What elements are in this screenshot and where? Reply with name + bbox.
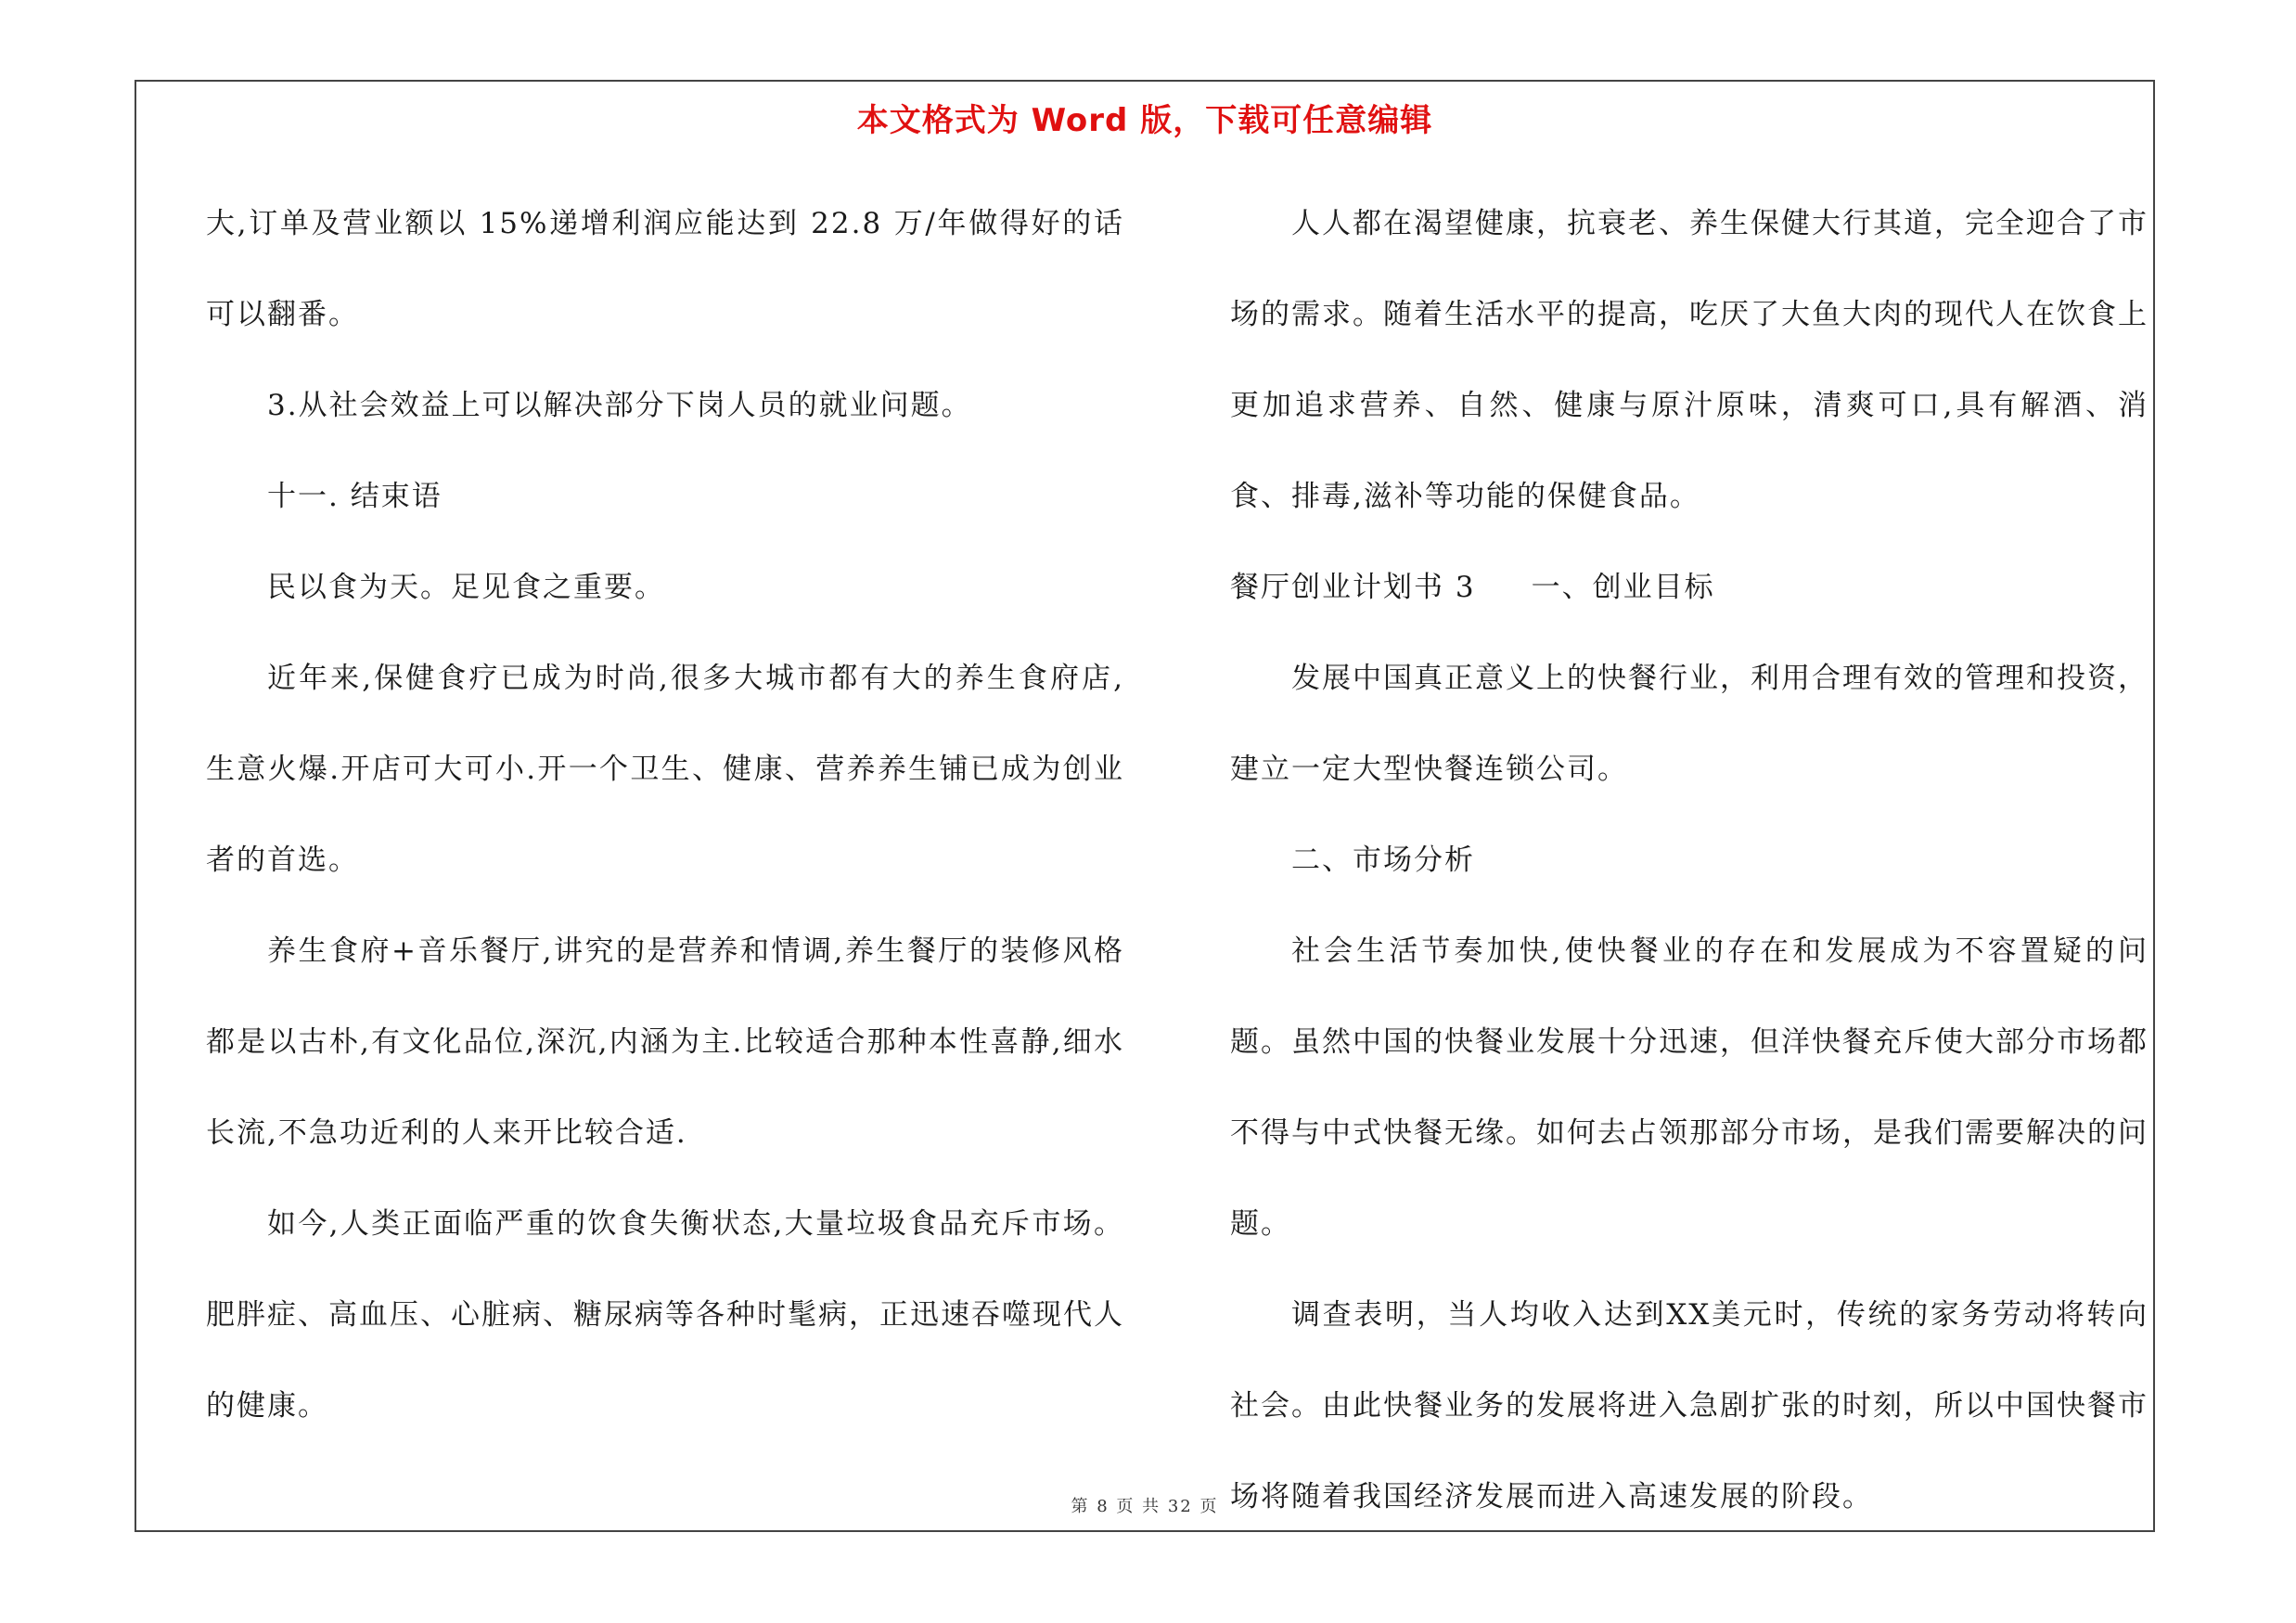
paragraph: 发展中国真正意义上的快餐行业，利用合理有效的管理和投资，建立一定大型快餐连锁公司。 [1230, 662, 2148, 786]
plan-title: 餐厅创业计划书 3 [1230, 571, 1476, 604]
section-heading: 二、市场分析 [1291, 844, 1475, 877]
paragraph: 如今,人类正面临严重的饮食失衡状态,大量垃圾食品充斥市场。肥胖症、高血压、心脏病、糖尿病等各种时髦病，正迅速吞噬现代人的健康。 [206, 1207, 1124, 1423]
paragraph: 3.从社会效益上可以解决部分下岗人员的就业问题。 [267, 389, 972, 422]
paragraph: 人人都在渴望健康，抗衰老、养生保健大行其道，完全迎合了市场的需求。随着生活水平的提高，吃厌了大鱼大肉的现代人在饮食上更加追求营养、自然、健康与原汁原味，清爽可口,具有解酒、消食、排毒,滋补等功能的保健食品。 [1230, 207, 2148, 513]
paragraph: 民以食为天。足见食之重要。 [267, 571, 665, 604]
section-heading: 十一. 结束语 [267, 480, 443, 513]
left-text-column [206, 178, 1124, 1451]
paragraph: 大,订单及营业额以 15%递增利润应能达到 22.8 万/年做得好的话可以翻番。 [206, 207, 1124, 331]
format-notice-banner: 本文格式为 Word 版，下载可任意编辑 [856, 102, 1433, 139]
document-page [135, 80, 2155, 1532]
paragraph: 养生食府+音乐餐厅,讲究的是营养和情调,养生餐厅的装修风格都是以古朴,有文化品位,深沉,内涵为主.比较适合那种本性喜静,细水长流,不急功近利的人来开比较合适. [206, 934, 1124, 1150]
page-number-footer: 第 8 页 共 32 页 [1071, 1497, 1219, 1516]
paragraph: 社会生活节奏加快,使快餐业的存在和发展成为不容置疑的问题。虽然中国的快餐业发展十分迅速，但洋快餐充斥使大部分市场都不得与中式快餐无缘。如何去占领那部分市场，是我们需要解决的问题。 [1230, 934, 2148, 1241]
plan-section-heading [1230, 542, 2148, 633]
section-title: 一、创业目标 [1531, 571, 1715, 604]
paragraph: 近年来,保健食疗已成为时尚,很多大城市都有大的养生食府店,生意火爆.开店可大可小.开一个卫生、健康、营养养生铺已成为创业者的首选。 [206, 662, 1124, 877]
paragraph: 调查表明，当人均收入达到XX美元时，传统的家务劳动将转向社会。由此快餐业务的发展将进入急剧扩张的时刻，所以中国快餐市场将随着我国经济发展而进入高速发展的阶段。 [1230, 1298, 2148, 1514]
right-text-column [1230, 178, 2148, 1542]
